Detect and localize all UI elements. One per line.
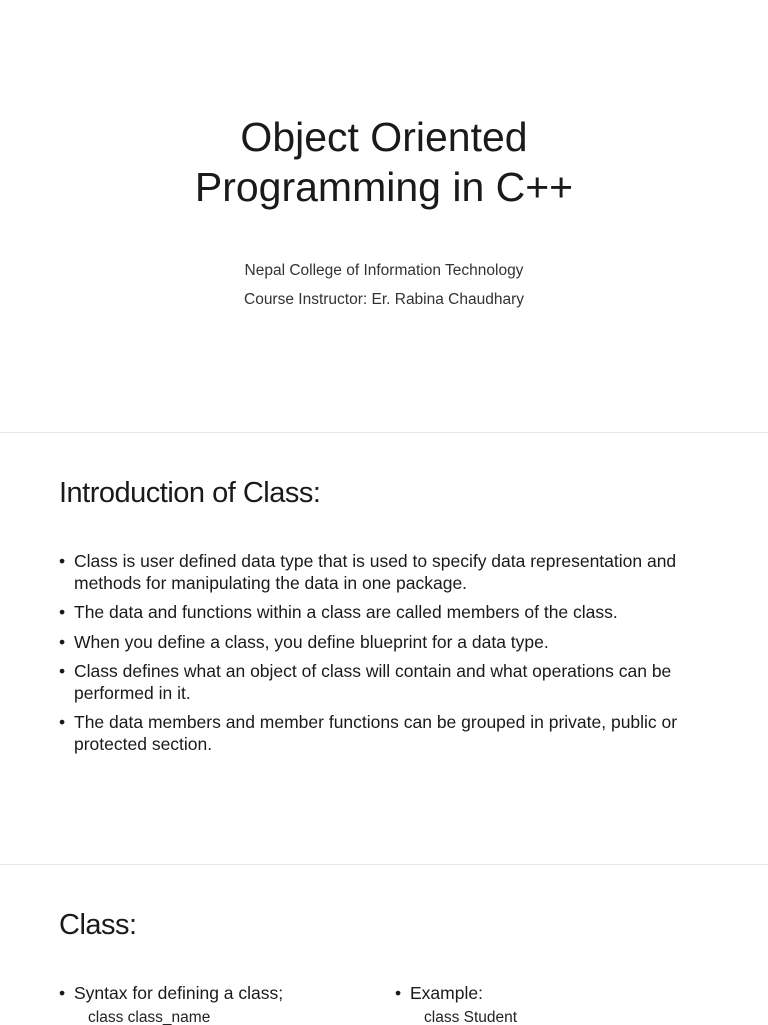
institution-name: Nepal College of Information Technology — [0, 256, 768, 285]
slide-heading: Class: — [59, 909, 137, 942]
bullet-item: • Class defines what an object of class will contain and what operations can be performed in it. — [59, 661, 719, 704]
bullet-item: • When you define a class, you define blueprint for a data type. — [59, 632, 719, 654]
introduction-slide — [0, 432, 768, 865]
slide-subtitle — [0, 256, 768, 314]
syntax-code-line: class class_name — [59, 1005, 283, 1025]
slide-title — [0, 112, 768, 212]
bullet-item: • Class is user defined data type that is used to specify data representation and methods for manipulating the data in one package. — [59, 551, 719, 594]
title-slide — [0, 0, 768, 432]
example-column — [395, 983, 517, 1025]
syntax-bullet: • Syntax for defining a class; — [59, 983, 283, 1005]
example-bullet: • Example: — [395, 983, 517, 1005]
class-slide — [0, 864, 768, 1025]
bullet-item: • The data and functions within a class are called members of the class. — [59, 602, 719, 624]
example-code-line: class Student — [395, 1005, 517, 1025]
syntax-column — [59, 983, 283, 1025]
slide-heading: Introduction of Class: — [59, 477, 320, 510]
bullet-item: • The data members and member functions can be grouped in private, public or protected section. — [59, 712, 719, 755]
slide-title-line-2: Programming in C++ — [0, 162, 768, 212]
bullet-list — [59, 551, 719, 763]
slide-title-line-1: Object Oriented — [0, 112, 768, 162]
course-instructor: Course Instructor: Er. Rabina Chaudhary — [0, 285, 768, 314]
